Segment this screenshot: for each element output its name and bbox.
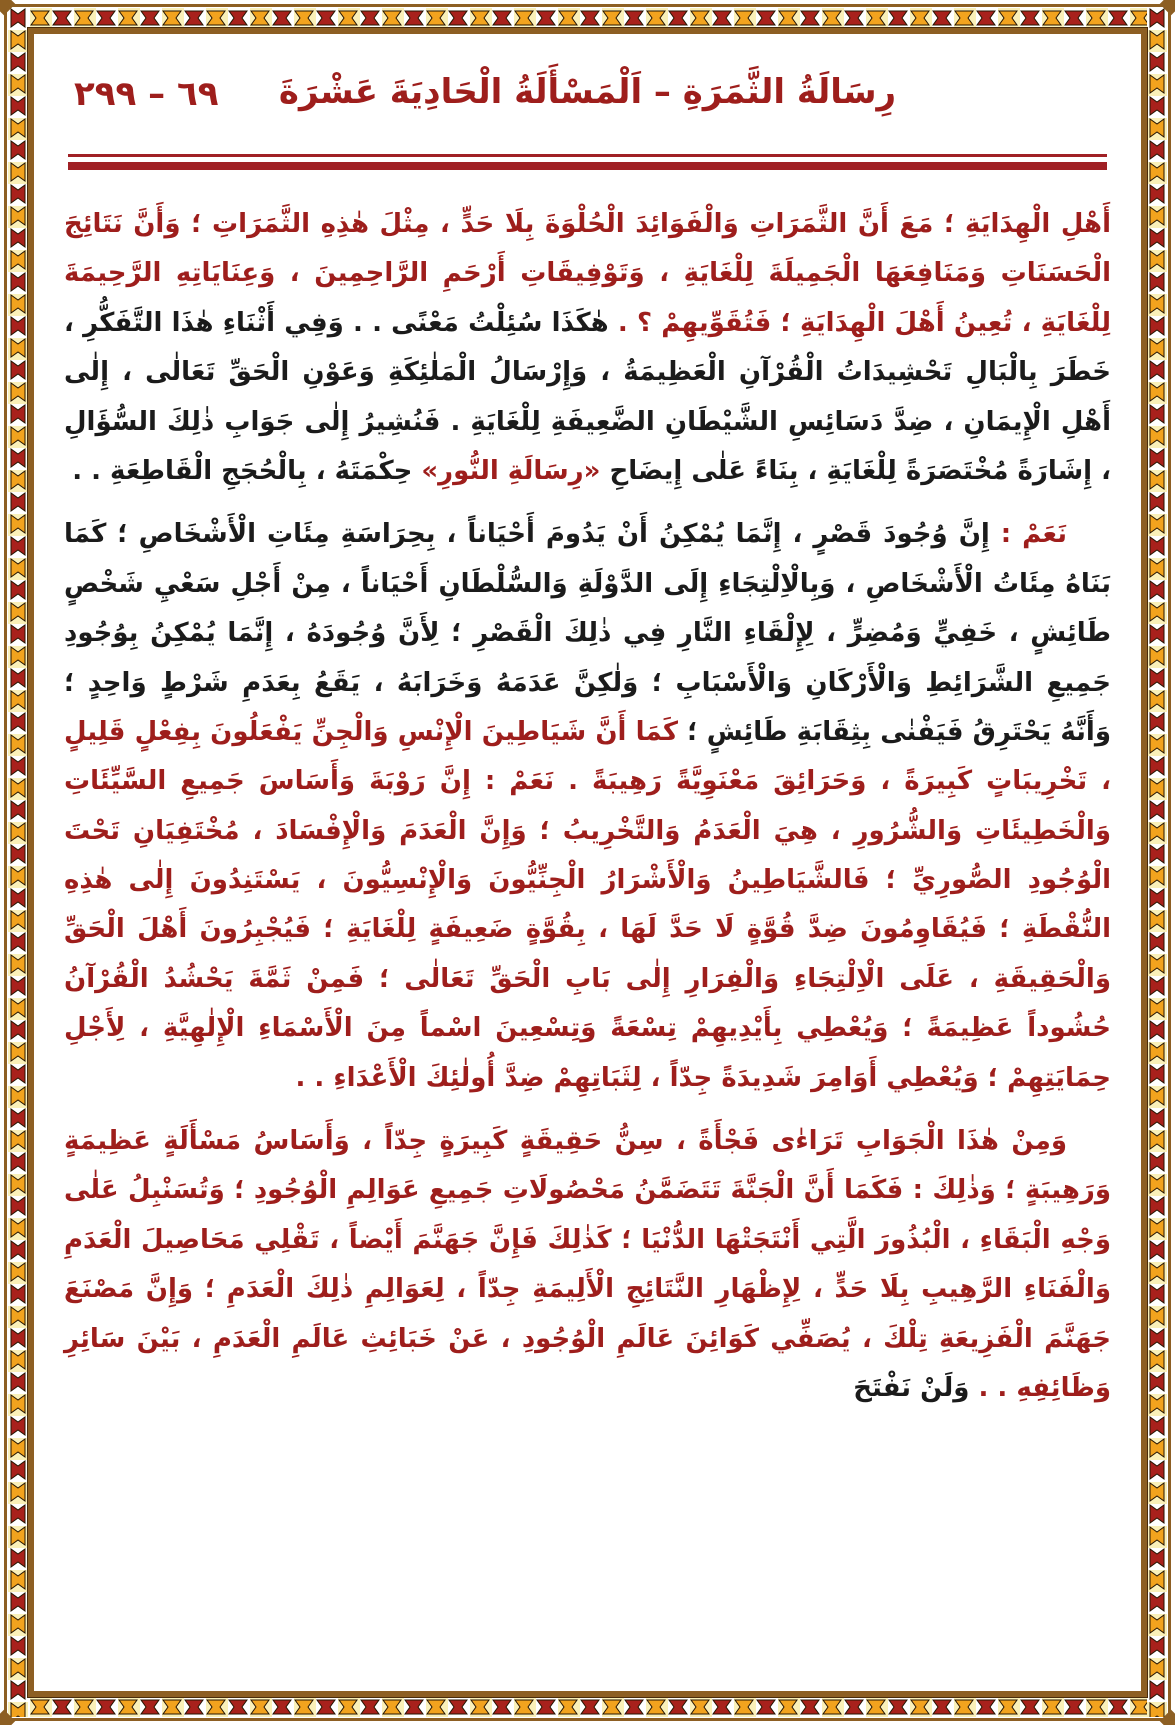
content-area (34, 34, 1141, 1691)
border-chain-top (8, 8, 1167, 28)
text-segment-black: هٰكَذَا سُئِلْتُ مَعْنًى . . وَفِي أَثْنَاءِ هٰذَا التَّفَكُّرِ ، خَطَرَ بِالْبَالِ تَحْشِيدَاتُ الْقُرْآنِ الْعَظِيمَةُ ، وَإِرْسَالُ الْمَلٰئِكَةِ وَعَوْنِ الْحَقِّ تَعَالٰى ، إِلٰى أَهْلِ الْإِيمَانِ ، ضِدَّ دَسَائِسِ الشَّيْطَانِ الضَّعِيفَةِ لِلْغَايَةِ . فَنُشِيرُ إِلٰى جَوَابِ ذٰلِكَ السُّؤَالِ ، إِشَارَةً مُخْتَصَرَةً لِلْغَايَةِ ، بِنَاءً عَلٰى إِيضَاحِ (64, 307, 1111, 486)
paragraph (64, 510, 1111, 1103)
text-segment-red: نَعَمْ : (989, 519, 1067, 550)
body-text (64, 200, 1111, 1413)
header-divider-thick-line (68, 162, 1107, 170)
border-chain-left (8, 8, 28, 1717)
border-chain-bottom (8, 1697, 1167, 1717)
border-chain-right (1147, 8, 1167, 1717)
text-segment-black: وَلَنْ نَفْتَحَ (853, 1372, 970, 1403)
page-title: رِسَالَةُ الثَّمَرَةِ – اَلْمَسْأَلَةُ الْحَادِيَةَ عَشْرَةَ (278, 72, 897, 112)
page-header (58, 72, 1117, 134)
page-number: ٦٩ – ٢٩٩ (74, 74, 219, 114)
text-segment-red: «رِسَالَةِ النُّورِ» (421, 455, 601, 486)
header-divider-thin-line (68, 154, 1107, 157)
text-segment-red: وَمِنْ هٰذَا الْجَوَابِ تَرَاءٰى فَجْأَةً ، سِنُّ حَقِيقَةٍ كَبِيرَةٍ جِدّاً ، وَأَسَاسُ مَسْأَلَةٍ عَظِيمَةٍ وَرَهِيبَةٍ ؛ وَذٰلِكَ : فَكَمَا أَنَّ الْجَنَّةَ تَتَضَمَّنُ مَحْصُولَاتِ جَمِيعِ عَوَالِمِ الْوُجُودِ ؛ وَتُسَنْبِلُ عَلٰى وَجْهِ الْبَقَاءِ ، الْبُذُورَ الَّتِي أَنْتَجَتْهَا الدُّنْيَا ؛ كَذٰلِكَ فَإِنَّ جَهَنَّمَ أَيْضاً ، تَقْلِي مَحَاصِيلَ الْعَدَمِ وَالْفَنَاءِ الرَّهِيبِ بِلَا حَدٍّ ، لِإِظْهَارِ النَّتَائِجِ الْأَلِيمَةِ جِدّاً ، لِعَوَالِمِ ذٰلِكَ الْعَدَمِ ؛ وَإِنَّ مَصْنَعَ جَهَنَّمَ الْفَزِيعَةِ تِلْكَ ، يُصَفِّي كَوَائِنَ عَالَمِ الْوُجُودِ ، عَنْ خَبَائِثِ عَالَمِ الْعَدَمِ ، بَيْنَ سَائِرِ وَظَائِفِهِ . . (64, 1126, 1111, 1403)
paragraph (64, 200, 1111, 496)
header-divider (68, 154, 1107, 170)
paragraph (64, 1117, 1111, 1413)
text-segment-black: حِكْمَتَهُ ، بِالْحُجَجِ الْقَاطِعَةِ . . (72, 455, 422, 486)
text-segment-red: كَمَا أَنَّ شَيَاطِينَ الْإِنْسِ وَالْجِنِّ يَفْعَلُونَ بِفِعْلٍ قَلِيلٍ ، تَخْرِيبَاتٍ كَبِيرَةً ، وَحَرَائِقَ مَعْنَوِيَّةً رَهِيبَةً . نَعَمْ : إِنَّ رَوْبَةَ وَأَسَاسَ جَمِيعِ السَّيِّئَاتِ وَالْخَطِيئَاتِ وَالشُّرُورِ ، هِيَ الْعَدَمُ وَالتَّخْرِيبُ ؛ وَإِنَّ الْعَدَمَ وَالْإِفْسَادَ ، مُخْتَفِيَانِ تَحْتَ الْوُجُودِ الصُّورِيِّ ؛ فَالشَّيَاطِينُ وَالْأَشْرَارُ الْجِنِّيُّونَ وَالْإِنْسِيُّونَ ، يَسْتَنِدُونَ إِلٰى هٰذِهِ النُّقْطَةِ ؛ فَيُقَاوِمُونَ ضِدَّ قُوَّةٍ لَا حَدَّ لَهَا ، بِقُوَّةٍ ضَعِيفَةٍ لِلْغَايَةِ ؛ فَيُجْبِرُونَ أَهْلَ الْحَقِّ وَالْحَقِيقَةِ ، عَلَى الْاِلْتِجَاءِ وَالْفِرَارِ إِلٰى بَابِ الْحَقِّ تَعَالٰى ؛ فَمِنْ ثَمَّةَ يَحْشُدُ الْقُرْآنُ حُشُوداً عَظِيمَةً ؛ وَيُعْطِي بِأَيْدِيهِمْ تِسْعَةً وَتِسْعِينَ اسْماً مِنَ الْأَسْمَاءِ الْإِلٰهِيَّةِ ، لِأَجْلِ حِمَايَتِهِمْ ؛ وَيُعْطِي أَوَامِرَ شَدِيدَةً جِدّاً ، لِثَبَاتِهِمْ ضِدَّ أُولٰئِكَ الْأَعْدَاءِ . . (64, 716, 1111, 1093)
text-segment-red: أَهْلِ الْهِدَايَةِ ؛ مَعَ أَنَّ الثَّمَرَاتِ وَالْفَوَائِدَ الْحُلْوَةَ بِلَا حَدٍّ ، مِثْلَ هٰذِهِ الثَّمَرَاتِ ؛ وَأَنَّ نَتَائِجَ الْحَسَنَاتِ وَمَنَافِعَهَا الْجَمِيلَةَ لِلْغَايَةِ ، وَتَوْفِيقَاتِ أَرْحَمِ الرَّاحِمِينَ ، وَعِنَايَاتِهِ الرَّحِيمَةَ لِلْغَايَةِ ، تُعِينُ أَهْلَ الْهِدَايَةِ ؛ فَتُقَوِّيهِمْ ؟ . (64, 209, 1111, 338)
text-segment-black: إِنَّ وُجُودَ قَصْرٍ ، إِنَّمَا يُمْكِنُ أَنْ يَدُومَ أَحْيَاناً ، بِحِرَاسَةِ مِئَاتِ الْأَشْخَاصِ ؛ كَمَا بَنَاهُ مِئَاتُ الْأَشْخَاصِ ، وَبِالْاِلْتِجَاءِ إِلَى الدَّوْلَةِ وَالسُّلْطَانِ أَحْيَاناً ، مِنْ أَجْلِ سَعْيِ شَخْصٍ طَائِشٍ ، خَفِيٍّ وَمُضِرٍّ ، لِإِلْقَاءِ النَّارِ فِي ذٰلِكَ الْقَصْرِ ؛ لِأَنَّ وُجُودَهُ ، إِنَّمَا يُمْكِنُ بِوُجُودِ جَمِيعِ الشَّرَائِطِ وَالْأَرْكَانِ وَالْأَسْبَابِ ؛ وَلٰكِنَّ عَدَمَهُ وَخَرَابَهُ ، يَقَعُ بِعَدَمِ شَرْطٍ وَاحِدٍ ؛ وَأَنَّهُ يَحْتَرِقُ فَيَفْنٰى بِثِقَابَةِ طَائِشٍ ؛ (64, 519, 1112, 747)
